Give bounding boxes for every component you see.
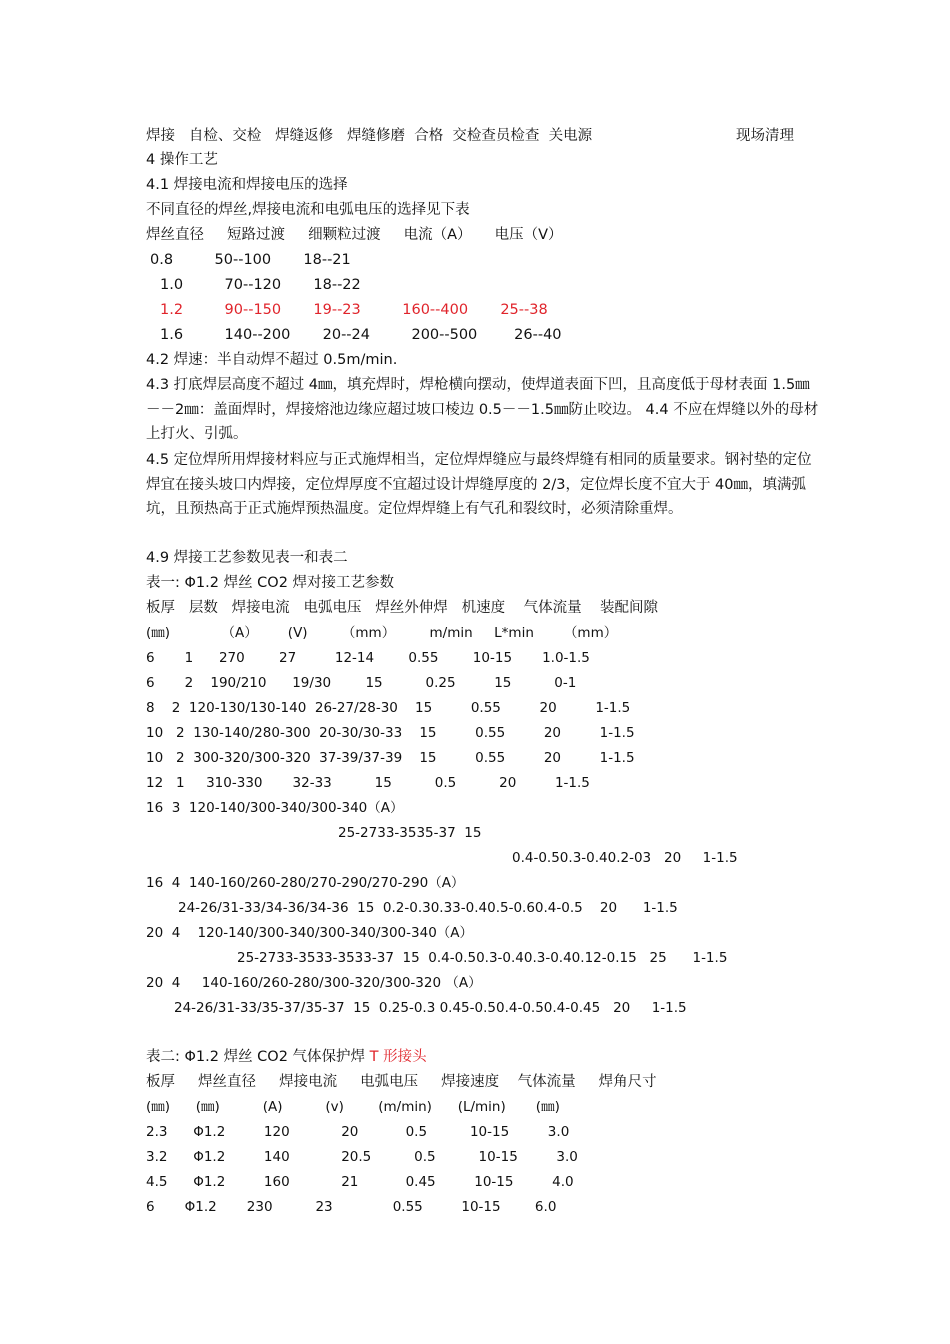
section-heading: 4.1 焊接电流和焊接电压的选择 — [146, 177, 348, 193]
table1-row: 12 1 310-330 32-33 15 0.5 20 1-1.5 — [146, 775, 590, 791]
table1-row: 8 2 120-130/130-140 26-27/28-30 15 0.55 20 1-1.5 — [146, 700, 631, 716]
table0-row: 1.0 70--120 18--22 — [160, 277, 361, 293]
table1-row: 6 1 270 27 12-14 0.55 10-15 1.0-1.5 — [146, 650, 590, 666]
paragraph: 不同直径的焊丝,焊接电流和电弧电压的选择见下表 — [146, 202, 470, 218]
paragraph: 4.5 定位焊所用焊接材料应与正式施焊相当，定位焊焊缝应与最终焊缝有相同的质量要求。钢衬垫的定位焊宜在接头坡口内焊接，定位焊厚度不宜超过设计焊缝厚度的 2/3，定位焊长度不宜大于 40㎜，填满弧坑，且预热高于正式施焊预热温度。定位焊焊缝上有气孔和裂纹时，必须清除重焊。 — [146, 452, 812, 517]
table1-row: 16 3 120-140/300-340/300-340（A） — [146, 800, 404, 816]
table2-title-text: 表二: Φ1.2 焊丝 CO2 气体保护焊 — [146, 1049, 370, 1065]
table0-row-highlighted: 1.2 90--150 19--23 160--400 25--38 — [160, 302, 548, 318]
table1-units: (㎜) （A） (V) （mm） m/min L*min （mm） — [146, 625, 618, 641]
table1-row-cont: 0.4-0.50.3-0.40.2-03 20 1-1.5 — [512, 850, 738, 866]
table1-row: 6 2 190/210 19/30 15 0.25 15 0-1 — [146, 675, 577, 691]
process-flow-end: 现场清理 — [736, 128, 794, 144]
table2-title — [146, 1047, 427, 1067]
table1-row-cont: 25-2733-3533-3533-37 15 0.4-0.50.3-0.40.3-0.40.12-0.15 25 1-1.5 — [237, 950, 728, 966]
section-heading: 4 操作工艺 — [146, 152, 218, 168]
table1-row-cont: 24-26/31-33/34-36/34-36 15 0.2-0.30.33-0.40.5-0.60.4-0.5 20 1-1.5 — [178, 900, 678, 916]
table1-row: 10 2 130-140/280-300 20-30/30-33 15 0.55 20 1-1.5 — [146, 725, 635, 741]
table1-row-cont: 25-2733-3535-37 15 — [338, 825, 482, 841]
paragraph: 4.3 打底焊层高度不超过 4㎜，填充焊时，焊枪横向摆动，使焊道表面下凹，且高度低于母材表面 1.5㎜－－2㎜：盖面焊时，焊接熔池边缘应超过坡口棱边 0.5－－1.5㎜防止咬边。 4.4 不应在焊缝以外的母材上打火、引弧。 — [146, 377, 819, 442]
table2-units: (㎜) (㎜) (A) (v) (m/min) (L/min) (㎜) — [146, 1099, 560, 1115]
table2-title-highlight: T 形接头 — [369, 1049, 427, 1065]
table2-row: 6 Φ1.2 230 23 0.55 10-15 6.0 — [146, 1199, 557, 1215]
paragraph: 4.9 焊接工艺参数见表一和表二 — [146, 550, 348, 566]
table1-row-cont: 24-26/31-33/35-37/35-37 15 0.25-0.3 0.45-0.50.4-0.50.4-0.45 20 1-1.5 — [174, 1000, 687, 1016]
table1-title: 表一: Φ1.2 焊丝 CO2 焊对接工艺参数 — [146, 575, 395, 591]
table2-row: 4.5 Φ1.2 160 21 0.45 10-15 4.0 — [146, 1174, 574, 1190]
table2-row: 3.2 Φ1.2 140 20.5 0.5 10-15 3.0 — [146, 1149, 578, 1165]
table2-header: 板厚 焊丝直径 焊接电流 电弧电压 焊接速度 气体流量 焊角尺寸 — [146, 1074, 657, 1090]
table1-row: 20 4 140-160/260-280/300-320/300-320 （A） — [146, 975, 482, 991]
paragraph: 4.2 焊速：半自动焊不超过 0.5m/min. — [146, 352, 398, 368]
table1-header: 板厚 层数 焊接电流 电弧电压 焊丝外伸焊 机速度 气体流量 装配间隙 — [146, 600, 659, 616]
table2-row: 2.3 Φ1.2 120 20 0.5 10-15 3.0 — [146, 1124, 570, 1140]
table0-header: 焊丝直径 短路过渡 细颗粒过渡 电流（A） 电压（V） — [146, 227, 563, 243]
process-flow-line: 焊接 自检、交检 焊缝返修 焊缝修磨 合格 交检查员检查 关电源 — [146, 128, 593, 144]
table0-row: 1.6 140--200 20--24 200--500 26--40 — [160, 327, 562, 343]
table1-row: 20 4 120-140/300-340/300-340/300-340（A） — [146, 925, 474, 941]
table0-row: 0.8 50--100 18--21 — [150, 252, 351, 268]
table1-row: 16 4 140-160/260-280/270-290/270-290（A） — [146, 875, 465, 891]
table1-row: 10 2 300-320/300-320 37-39/37-39 15 0.55 20 1-1.5 — [146, 750, 635, 766]
